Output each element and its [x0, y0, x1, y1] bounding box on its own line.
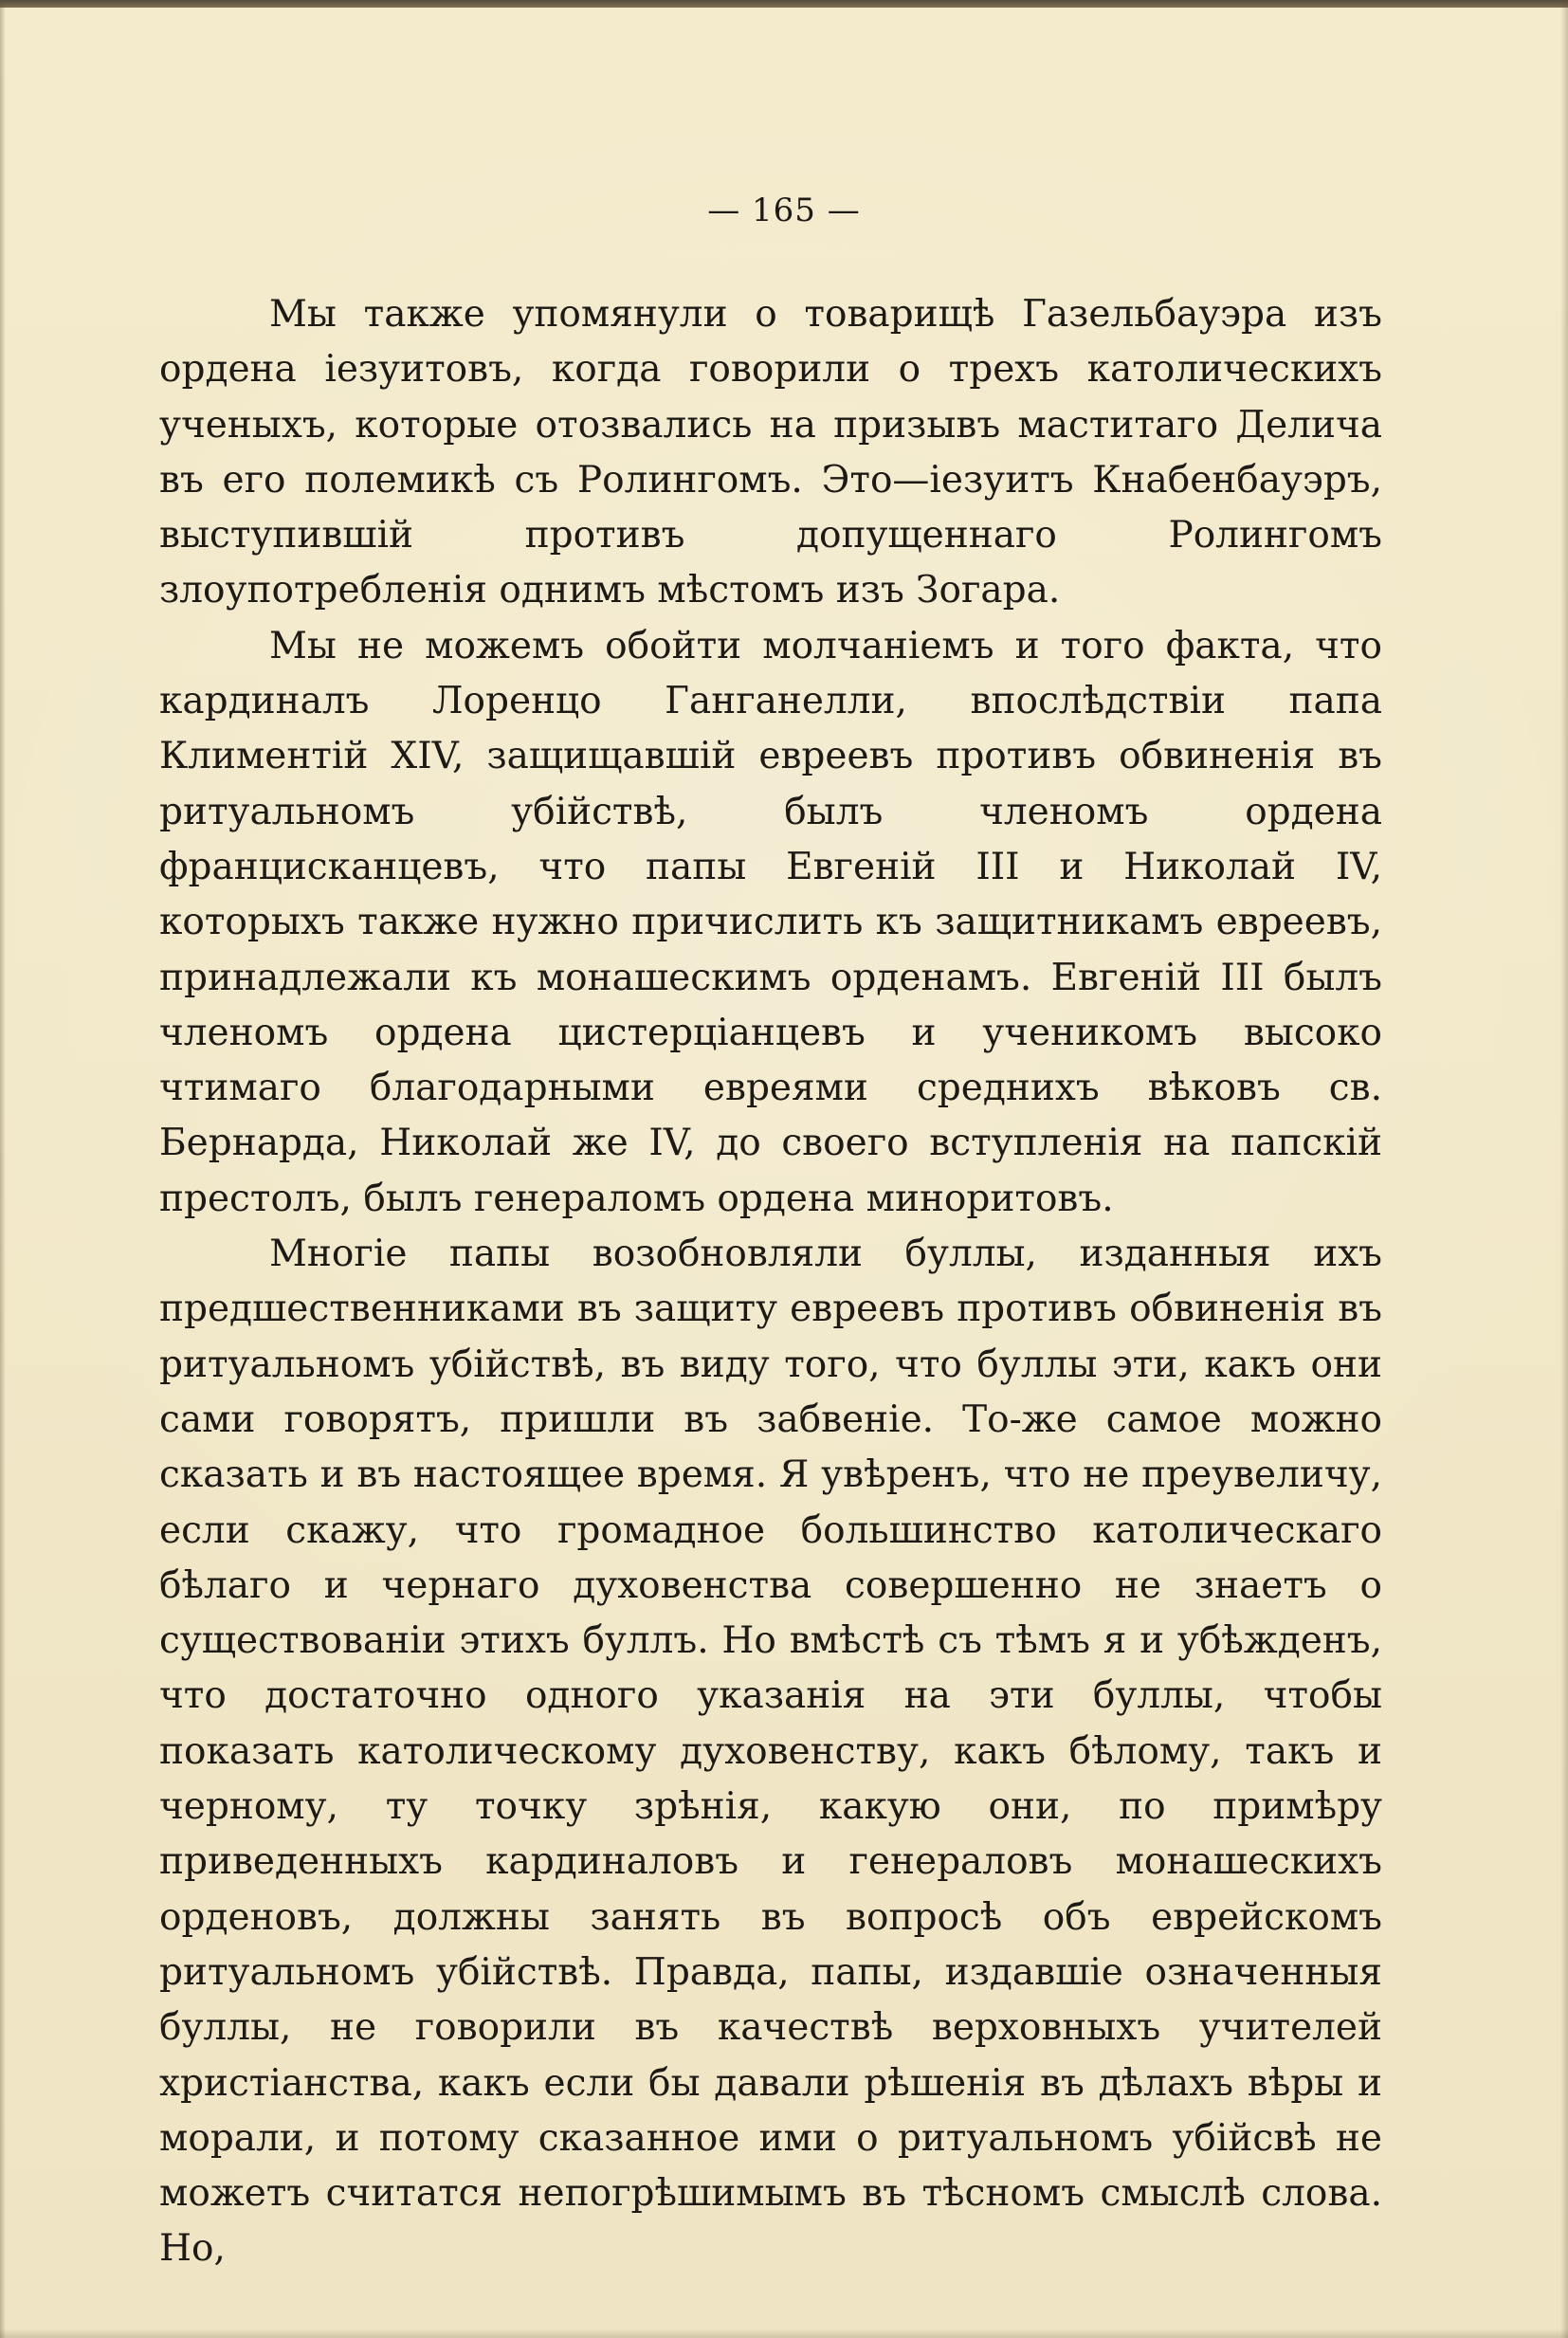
paragraph-1: Мы также упомянули о товарищѣ Газельбауэра изъ ордена іезуитовъ, когда говорили о трехъ католическихъ ученыхъ, которые отозвались на призывъ маститаго Делича въ его полемикѣ съ Ролингомъ. Это—іезуитъ Кнабенбауэръ, выступившій противъ допущеннаго Ролингомъ злоупотребленія однимъ мѣстомъ изъ Зогара. [159, 293, 1382, 612]
page-top-edge [0, 0, 1568, 8]
page-left-edge [0, 0, 6, 2338]
page-number: — 165 — [707, 192, 861, 229]
page-right-edge [1560, 0, 1568, 2338]
paragraph-3: Многіе папы возобновляли буллы, изданныя ихъ предшественниками въ защиту евреевъ противъ обвиненія въ ритуальномъ убійствѣ, въ виду того, что буллы эти, какъ они сами говорятъ, пришли въ забвеніе. То-же самое можно сказать и въ настоящее время. Я увѣренъ, что не преувеличу, если скажу, что громадное большинство католическаго бѣлаго и чернаго духовенства совершенно не знаетъ о существованіи этихъ буллъ. Но вмѣстѣ съ тѣмъ я и убѣжденъ, что достаточно одного указанія на эти буллы, чтобы показать католическому духовенству, какъ бѣлому, такъ и черному, ту точку зрѣнія, какую они, по примѣру приведенныхъ кардиналовъ и генераловъ монашескихъ орденовъ, должны занять въ вопросѣ объ еврейскомъ ритуальномъ убійствѣ. Правда, папы, издавшіе означенныя буллы, не говорили въ качествѣ верховныхъ учителей христіанства, какъ если бы давали рѣшенія въ дѣлахъ вѣры и морали, и потому сказанное ими о ритуальномъ убійсвѣ не можетъ считатся непогрѣшимымъ въ тѣсномъ смыслѣ слова. Но, [159, 1233, 1382, 2271]
text-column [159, 287, 1382, 2277]
paragraph-2: Мы не можемъ обойти молчаніемъ и того факта, что кардиналъ Лоренцо Ганганелли, впослѣдствіи папа Климентій XIV, защищавшій евреевъ противъ обвиненія въ ритуальномъ убійствѣ, былъ членомъ ордена францисканцевъ, что папы Евгеній III и Николай IV, которыхъ также нужно причислить къ защитникамъ евреевъ, принадлежали къ монашескимъ орденамъ. Евгеній III былъ членомъ ордена цистерціанцевъ и ученикомъ высоко чтимаго благодарными евреями среднихъ вѣковъ св. Бернарда, Николай же IV, до своего вступленія на папскій престолъ, былъ генераломъ ордена миноритовъ. [159, 624, 1382, 1220]
page-bottom-edge [0, 2329, 1568, 2338]
